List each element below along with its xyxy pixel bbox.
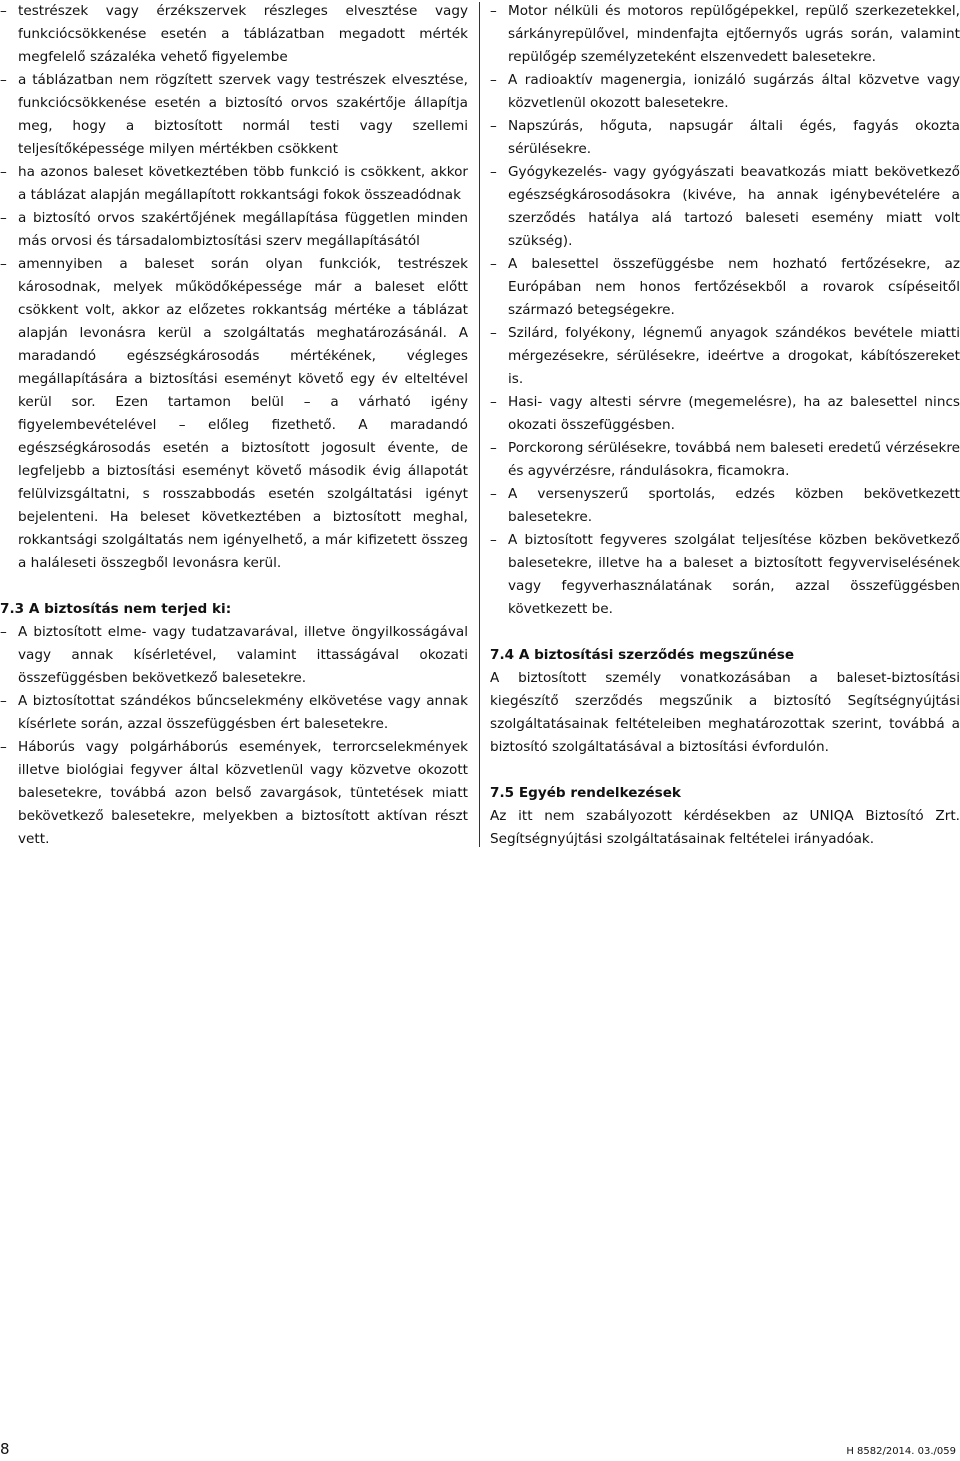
list-item <box>0 621 468 690</box>
list-item-text: Háborús vagy polgárháborús események, terrorcselekmények illetve biológiai fegyver által közvetlenül vagy közvetve okozott balesetekre, továbbá azon belső zavargások, tüntetések miatt bekövetkező balesetekre, melyekben a biztosított aktívan részt vett. <box>18 739 468 847</box>
left-column <box>0 0 468 851</box>
dash-bullet: – <box>490 440 497 456</box>
dash-bullet: – <box>0 624 7 640</box>
paragraph-text: A maradandó egészségkárosodás mértékének, végleges megállapítására a biztosítási eseményt követő egy év elteltével kerül sor. Ezen tartamon belül – a várható igény figyelembevételével – előleg fizethető. A maradandó egészségkárosodás esetén a biztosított jogosult évente, de legfeljebb a biztosítási eseményt követő második évig állapotát felülvizsgáltatni, s rosszabbodás esetén szolgáltatási igényt bejelenteni. Ha beleset következtében a biztosított meghal, rokkantsági szolgáltatás nem igényelhető, a már kifizetett összeg a haláleseti összegből levonásra kerül. <box>18 325 468 571</box>
page-number: 8 <box>0 1440 10 1458</box>
list-item-text: A biztosított fegyveres szolgálat teljesítése közben bekövetkező balesetekre, illetve ha a baleset a biztosított fegyverviselésének vagy fegyverhasználatának során, azzal összefüggésben következett be. <box>508 532 960 617</box>
list-item-text: A radioaktív magenergia, ionizáló sugárzás által közvetve vagy közvetlenül okozott balesetekre. <box>508 72 960 111</box>
list-item-text: Gyógykezelés- vagy gyógyászati beavatkozás miatt bekövetkező egészségkárosodásokra (kivéve, ha annak igénybevételére a szerződés hatálya alá tartozó baleseti esemény miatt volt szükség). <box>508 164 960 249</box>
list-item <box>0 0 468 69</box>
dash-bullet: – <box>490 394 497 410</box>
dash-bullet: – <box>490 118 497 134</box>
list-item-text: Hasi- vagy altesti sérvre (megemelésre), ha az balesettel nincs okozati összefüggésben. <box>508 394 960 433</box>
section-7-5-text: Az itt nem szabályozott kérdésekben az UNIQA Biztosító Zrt. Segítségnyújtási szolgáltatásainak feltételei irányadóak. <box>490 808 960 847</box>
dash-bullet: – <box>490 164 497 180</box>
spacer <box>0 575 468 598</box>
list-item <box>490 437 960 483</box>
list-item <box>0 207 468 253</box>
list-item-text: Motor nélküli és motoros repülőgépekkel, repülő szerkezetekkel, sárkányrepülővel, mindenfajta ejtőernyős ugrás során, valamint repülőgép személyzeteként elszenvedett balesetekre. <box>508 3 960 65</box>
dash-bullet: – <box>0 693 7 709</box>
dash-bullet: – <box>490 325 497 341</box>
list-item-text: amennyiben a baleset során olyan funkciók, testrészek károsodnak, melyek működőképessége már a baleset előtt csökkent volt, akkor az előzetes rokkantság mértéke a táblázat alapján levonásra kerül a szolgáltatás meghatározásánál. <box>18 256 468 341</box>
dash-bullet: – <box>490 256 497 272</box>
dash-bullet: – <box>490 486 497 502</box>
list-item <box>0 69 468 161</box>
list-item <box>490 0 960 69</box>
dash-bullet: – <box>0 210 7 226</box>
list-item <box>490 391 960 437</box>
list-item-text: Porckorong sérülésekre, továbbá nem baleseti eredetű vérzésekre és agyvérzésre, rándulásokra, ficamokra. <box>508 440 960 479</box>
dash-bullet: – <box>0 164 7 180</box>
list-item-text: a táblázatban nem rögzített szervek vagy testrészek elvesztése, funkciócsökkenése esetén a biztosító orvos szakértője állapítja meg, hogy a biztosított normál testi vagy szellemi teljesítőképessége milyen mértékben csökkent <box>18 72 468 157</box>
list-item <box>490 69 960 115</box>
right-column <box>490 0 960 851</box>
dash-bullet: – <box>0 72 7 88</box>
dash-bullet: – <box>490 532 497 548</box>
dash-bullet: – <box>490 3 497 19</box>
list-item-text: A biztosított elme- vagy tudatzavarával, illetve öngyilkosságával vagy annak kísérletével, valamint ittasságával okozati összefüggésben bekövetkező balesetekre. <box>18 624 468 686</box>
list-item-text: ha azonos baleset következtében több funkció is csökkent, akkor a táblázat alapján megállapított rokkantsági fokok összeadódnak <box>18 164 468 203</box>
list-item <box>0 690 468 736</box>
section-heading-7-5: 7.5 Egyéb rendelkezések <box>490 785 681 801</box>
list-item-text: A balesettel összefüggésbe nem hozható fertőzésekre, az Európában nem honos fertőzésekből a rovarok csípéseitől származó betegségekre. <box>508 256 960 318</box>
list-item <box>490 253 960 322</box>
list-item <box>0 736 468 851</box>
list-item-text: testrészek vagy érzékszervek részleges elvesztése vagy funkciócsökkenése esetén a táblázatban megadott mérték megfelelő százaléka vehető figyelembe <box>18 3 468 65</box>
section-heading-7-4: 7.4 A biztosítási szerződés megszűnése <box>490 647 795 663</box>
list-item <box>490 529 960 621</box>
spacer <box>490 621 960 644</box>
list-item-text: Napszúrás, hőguta, napsugár általi égés, fagyás okozta sérülésekre. <box>508 118 960 157</box>
section-7-4-text: A biztosított személy vonatkozásában a baleset-biztosítási kiegészítő szerződés megszűnik a biztosító Segítségnyújtási szolgáltatásainak feltételeiben meghatározottak szerint, továbbá a biztosító szolgáltatásával a biztosítási évfordulón. <box>490 670 960 755</box>
dash-bullet: – <box>0 739 7 755</box>
list-item <box>490 161 960 253</box>
column-divider <box>479 2 480 847</box>
list-item <box>490 322 960 391</box>
list-item-text: a biztosító orvos szakértőjének megállapítása független minden más orvosi és társadalombiztosítási szerv megállapításától <box>18 210 468 249</box>
list-item-text: A biztosítottat szándékos bűncselekmény elkövetése vagy annak kísérlete során, azzal összefüggésben ért balesetekre. <box>18 693 468 732</box>
spacer <box>490 759 960 782</box>
list-item <box>0 161 468 207</box>
dash-bullet: – <box>490 72 497 88</box>
list-item-text: Szilárd, folyékony, légnemű anyagok szándékos bevétele miatti mérgezésekre, sérülésekre, ideértve a drogokat, kábítószereket is. <box>508 325 960 387</box>
list-item <box>490 115 960 161</box>
list-item <box>490 483 960 529</box>
dash-bullet: – <box>0 256 7 272</box>
section-heading-7-3: 7.3 A biztosítás nem terjed ki: <box>0 601 232 617</box>
list-item <box>0 253 468 575</box>
document-reference: H 8582/2014. 03./059 <box>846 1446 956 1457</box>
list-item-text: A versenyszerű sportolás, edzés közben bekövetkezett balesetekre. <box>508 486 960 525</box>
dash-bullet: – <box>0 3 7 19</box>
